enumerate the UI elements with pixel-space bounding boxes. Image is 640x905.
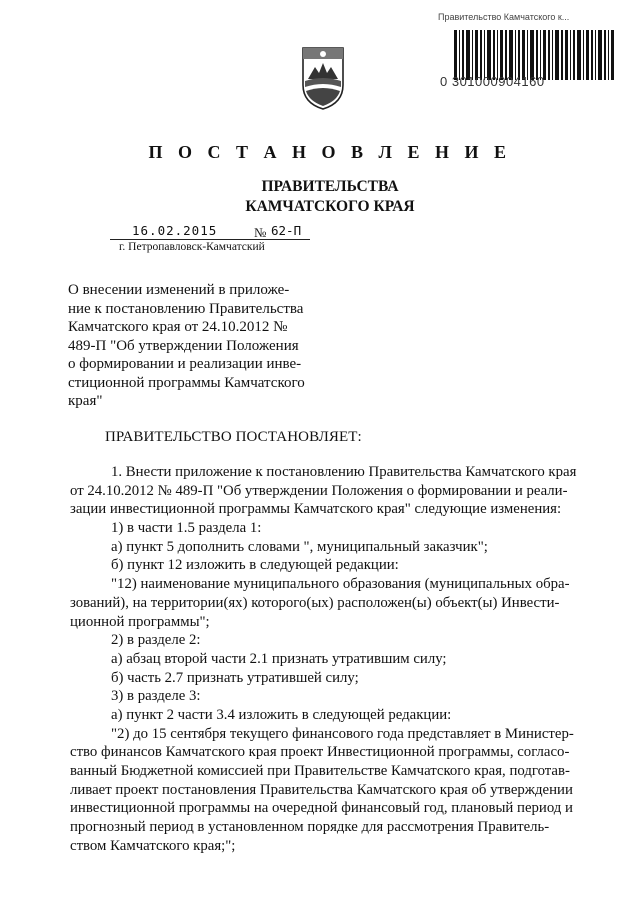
subject-line: О внесении изменений в приложе- [68, 282, 290, 298]
body-line: "12) наименование муниципального образования (муниципальных обра- [111, 576, 570, 593]
document-subject [68, 281, 310, 411]
body-line: ством Камчатского края;"; [70, 837, 236, 854]
document-type-title: П О С Т А Н О В Л Е Н И Е [148, 142, 512, 162]
barcode-number: 0 301000904160 [440, 74, 545, 89]
decree-heading: ПРАВИТЕЛЬСТВО ПОСТАНОВЛЯЕТ: [105, 429, 362, 445]
body-line: б) пункт 12 изложить в следующей редакции: [111, 557, 399, 574]
registration-date: 16.02.2015 [132, 223, 218, 238]
body-line: 2) в разделе 2: [111, 632, 201, 649]
subject-line: стиционной программы Камчатского [68, 374, 305, 391]
body-line: прогнозный период в установленном порядке для рассмотрения Правитель- [70, 819, 550, 836]
subject-line: 489-П "Об утверждении Положения [68, 337, 299, 354]
document-body [70, 463, 600, 855]
body-line: а) пункт 2 части 3.4 изложить в следующей редакции: [111, 706, 452, 723]
body-line: а) абзац второй части 2.1 признать утратившим силу; [111, 650, 447, 667]
barcode [454, 30, 614, 80]
body-line: а) пункт 5 дополнить словами ", муниципальный заказчик"; [111, 538, 488, 555]
subject-line: о формировании и реализации инве- [68, 356, 302, 372]
body-line: 1. Внести приложение к постановлению Правительства Камчатского края [111, 464, 577, 480]
subject-line: края" [68, 393, 103, 409]
body-line: инвестиционной программы на очередной финансовый год, плановый период и [70, 800, 573, 817]
body-line: ванный Бюджетной комиссией при Правительстве Камчатского края, подготав- [70, 763, 570, 779]
body-line: зований), на территории(ях) которого(ых) расположен(ы) объект(ы) Инвести- [70, 594, 560, 611]
body-line: ционной программы"; [70, 613, 210, 630]
coat-of-arms-emblem [299, 45, 347, 111]
issuer-title [10, 177, 640, 217]
registration-number-label: № [254, 225, 267, 240]
body-line: от 24.10.2012 № 489-П "Об утверждении Положения о формировании и реали- [70, 482, 568, 499]
body-line: 1) в части 1.5 раздела 1: [111, 520, 262, 537]
body-line: зации инвестиционной программы Камчатского края" следующие изменения: [70, 501, 562, 518]
issuer-line-1: ПРАВИТЕЛЬСТВА [261, 178, 399, 195]
stamp-caption: Правительство Камчатского к... [438, 12, 570, 22]
body-line: б) часть 2.7 признать утратившей силу; [111, 669, 359, 686]
registration-underline [110, 239, 310, 240]
barcode-stamp [430, 12, 620, 92]
registration-city: г. Петропавловск-Камчатский [119, 241, 265, 253]
body-line: 3) в разделе 3: [111, 688, 201, 705]
body-line: ство финансов Камчатского края проект Инвестиционной программы, согласо- [70, 744, 570, 761]
subject-line: Камчатского края от 24.10.2012 № [68, 319, 288, 335]
subject-line: ние к постановлению Правительства [68, 300, 304, 317]
body-line: ливает проект постановления Правительства Камчатского края об утверждении [70, 781, 573, 798]
registration-number: 62-П [271, 223, 302, 238]
issuer-line-2: КАМЧАТСКОГО КРАЯ [245, 198, 415, 215]
body-line: "2) до 15 сентября текущего финансового года представляет в Министер- [111, 725, 574, 742]
